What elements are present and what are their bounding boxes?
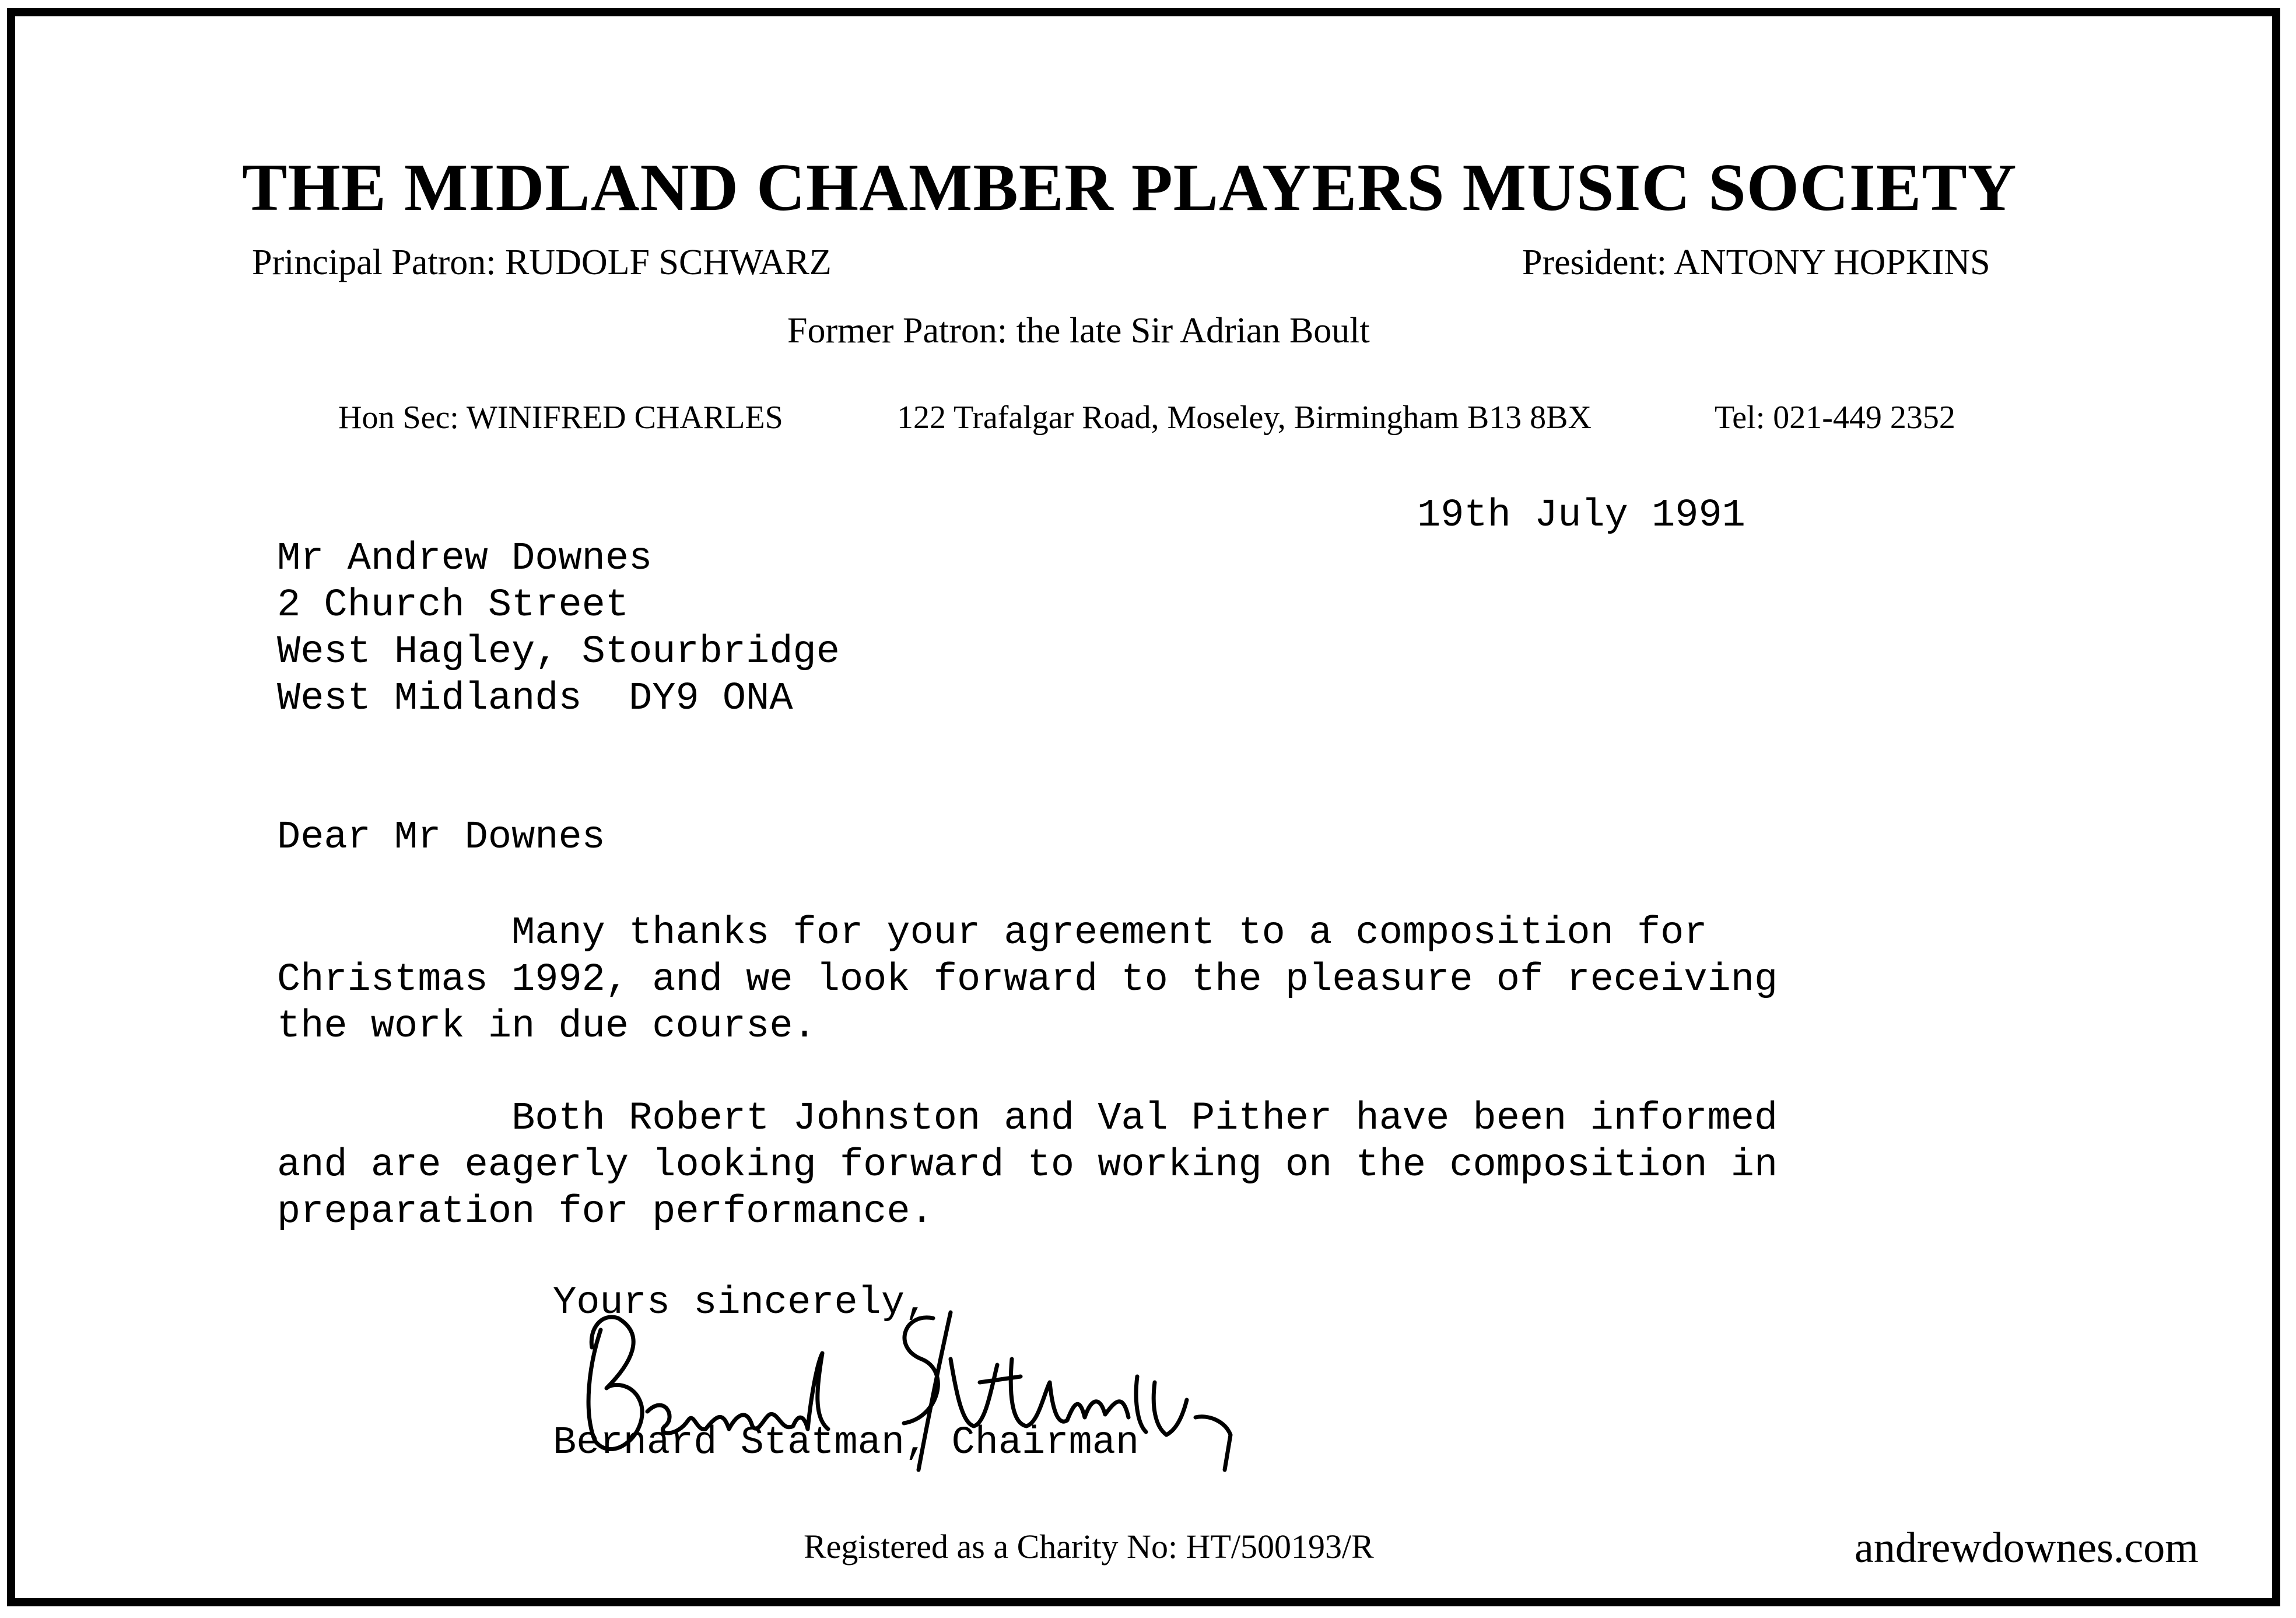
principal-patron: Principal Patron: RUDOLF SCHWARZ	[252, 243, 832, 282]
paragraph-line: preparation for performance.	[277, 1190, 934, 1234]
paragraph-line: Both Robert Johnston and Val Pither have been informed	[277, 1097, 1778, 1141]
paragraph-line: and are eagerly looking forward to working on the composition in	[277, 1143, 1778, 1188]
recipient-line: 2 Church Street	[277, 583, 629, 628]
paragraph-line: the work in due course.	[277, 1004, 816, 1049]
president: President: ANTONY HOPKINS	[1522, 243, 1990, 282]
closing: Yours sincerely,	[553, 1281, 928, 1325]
paragraph-1	[277, 910, 1778, 1050]
paragraph-2	[277, 1095, 1778, 1235]
letter-date: 19th July 1991	[1417, 493, 1745, 538]
recipient-address	[277, 535, 840, 722]
signer-name: Bernard Statman, Chairman	[553, 1421, 1140, 1465]
paragraph-line: Christmas 1992, and we look forward to the pleasure of receiving	[277, 958, 1778, 1002]
paragraph-line: Many thanks for your agreement to a composition for	[277, 911, 1708, 955]
recipient-line: West Midlands DY9 ONA	[277, 677, 793, 721]
hon-sec: Hon Sec: WINIFRED CHARLES	[338, 400, 783, 436]
charity-registration: Registered as a Charity No: HT/500193/R	[804, 1528, 1374, 1566]
former-patron: Former Patron: the late Sir Adrian Boult	[787, 311, 1370, 351]
society-address: 122 Trafalgar Road, Moseley, Birmingham B13 8BX	[897, 400, 1592, 436]
letterhead-title: THE MIDLAND CHAMBER PLAYERS MUSIC SOCIETY	[242, 150, 2017, 225]
website-watermark: andrewdownes.com	[1855, 1524, 2199, 1572]
society-telephone: Tel: 021-449 2352	[1715, 400, 1955, 436]
recipient-line: Mr Andrew Downes	[277, 537, 653, 581]
recipient-line: West Hagley, Stourbridge	[277, 630, 840, 674]
salutation: Dear Mr Downes	[277, 815, 605, 860]
